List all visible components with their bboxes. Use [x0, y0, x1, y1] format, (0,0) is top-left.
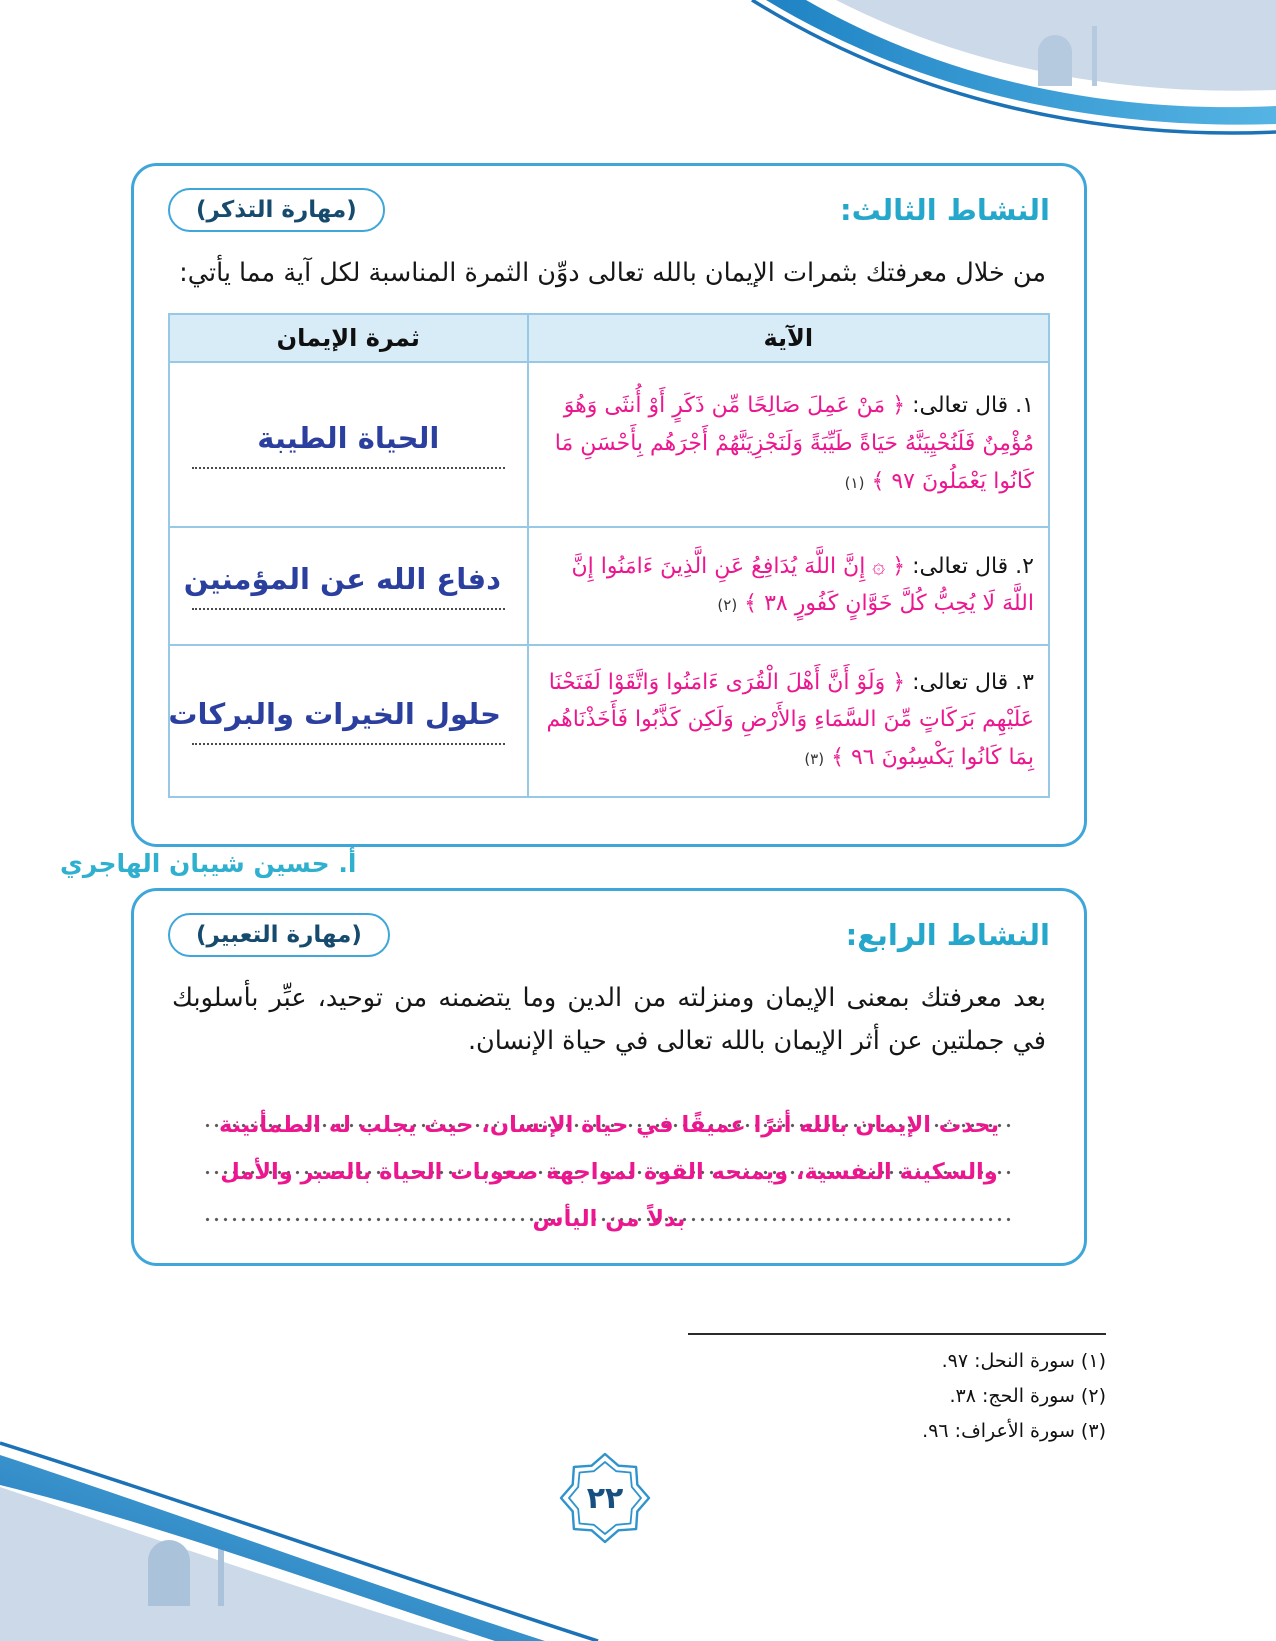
footer-pattern-area: [0, 1487, 470, 1641]
handwritten-answer: دفاع الله عن المؤمنين: [192, 562, 505, 610]
activity-4-box: [131, 888, 1087, 1266]
fruit-cell: [169, 362, 528, 527]
skill-badge-recall: [168, 188, 385, 232]
verses-table: [168, 313, 1050, 798]
verse-cell: [528, 527, 1049, 645]
footnote: (١) سورة النحل: ٩٧.: [941, 1350, 1106, 1372]
table-row: [169, 527, 1049, 645]
skill-badge-recall-label: (مهارة التذكر): [196, 197, 357, 223]
table-row: [169, 362, 1049, 527]
skill-badge-expression: [168, 913, 390, 957]
handwritten-answer: الحياة الطيبة: [192, 421, 505, 469]
table-header-row: [169, 314, 1049, 362]
verse-prefix: ٢. قال تعالى:: [912, 553, 1034, 579]
footnote: (٢) سورة الحج: ٣٨.: [949, 1385, 1106, 1408]
table-row: [169, 645, 1049, 797]
footnote-divider: [688, 1333, 1106, 1335]
footnote: (٣) سورة الأعراف: ٩٦.: [922, 1420, 1106, 1443]
page-number: ٢٢: [586, 1480, 624, 1516]
verse-cell: [528, 362, 1049, 527]
header-line: [752, 0, 1276, 133]
footnotes-block: [922, 1344, 1106, 1449]
verse-cell: [528, 645, 1049, 797]
page-number-ornament: [559, 1452, 651, 1544]
activity-3-box: [131, 163, 1087, 847]
header-band: [766, 0, 1276, 125]
teacher-signature: أ. حسين شيبان الهاجري: [60, 849, 357, 878]
footer-line: [0, 1443, 598, 1641]
activity-4-title: النشاط الرابع:: [845, 918, 1050, 952]
footnote-ref: (٣): [804, 750, 825, 769]
answer-lines: [203, 1102, 1014, 1243]
quran-verse: ﴿ ۞ إِنَّ اللَّهَ يُدَافِعُ عَنِ الَّذِينَ ءَامَنُوا إِنَّ اللَّهَ لَا يُحِبُّ كُلَّ خَوَّانٍ كَفُورٍ ٣٨ ﴾: [571, 553, 1034, 617]
quran-verse: ﴿ وَلَوْ أَنَّ أَهْلَ الْقُرَى ءَامَنُوا وَاتَّقَوْا لَفَتَحْنَا عَلَيْهِم بَرَكَاتٍ مِّنَ السَّمَاءِ وَالأَرْضِ وَلَكِن كَذَّبُوا فَأَخَذْنَاهُم بِمَا كَانُوا يَكْسِبُونَ ٩٦ ﴾: [546, 669, 1034, 771]
footnote-ref: (١): [844, 473, 865, 492]
fruit-column-header: ثمرة الإيمان: [169, 314, 528, 362]
quran-verse: ﴿ مَنْ عَمِلَ صَالِحًا مِّن ذَكَرٍ أَوْ أُنثَى وَهُوَ مُؤْمِنٌ فَلَنُحْيِيَنَّهُ حَيَاةً طَيِّبَةً وَلَنَجْزِيَنَّهُمْ أَجْرَهُم بِأَحْسَنِ مَا كَانُوا يَعْمَلُونَ ٩٧ ﴾: [554, 393, 1034, 494]
skill-badge-expression-label: (مهارة التعبير): [196, 922, 362, 948]
activity-4-instruction: بعد معرفتك بمعنى الإيمان ومنزلته من الدين وما يتضمنه من توحيد، عبِّر بأسلوبك في جملتين عن أثر الإيمان بالله تعالى في حياة الإنسان.: [172, 983, 1046, 1057]
activity-4-header: [168, 913, 1050, 957]
mosque-silhouette-icon: [148, 1533, 224, 1606]
footer-band: [0, 1455, 545, 1641]
footnote-ref: (٢): [717, 596, 738, 615]
activity-3-title: النشاط الثالث:: [839, 193, 1050, 227]
handwritten-answer: حلول الخيرات والبركات: [192, 697, 505, 745]
fruit-cell: [169, 645, 528, 797]
mosque-silhouette-icon: [1038, 26, 1097, 86]
top-decoration: [0, 0, 1276, 150]
fruit-cell: [169, 527, 528, 645]
handwritten-expression-answer: يحدث الإيمان بالله أثرًا عميقًا في حياة الإنسان، حيث يجلب له الطمأنينة والسكينة النفسية، ويمنحه القوة لمواجهة صعوبات الحياة بالصبر والأمل بدلاً من اليأس: [218, 1111, 1000, 1232]
verse-prefix: ١. قال تعالى:: [912, 393, 1034, 419]
header-pattern-area: [836, 0, 1276, 91]
activity-3-header: [168, 188, 1050, 232]
activity-3-instruction: من خلال معرفتك بثمرات الإيمان بالله تعالى دوِّن الثمرة المناسبة لكل آية مما يأتي:: [179, 258, 1046, 288]
verse-prefix: ٣. قال تعالى:: [912, 669, 1034, 695]
verse-column-header: الآية: [528, 314, 1049, 362]
